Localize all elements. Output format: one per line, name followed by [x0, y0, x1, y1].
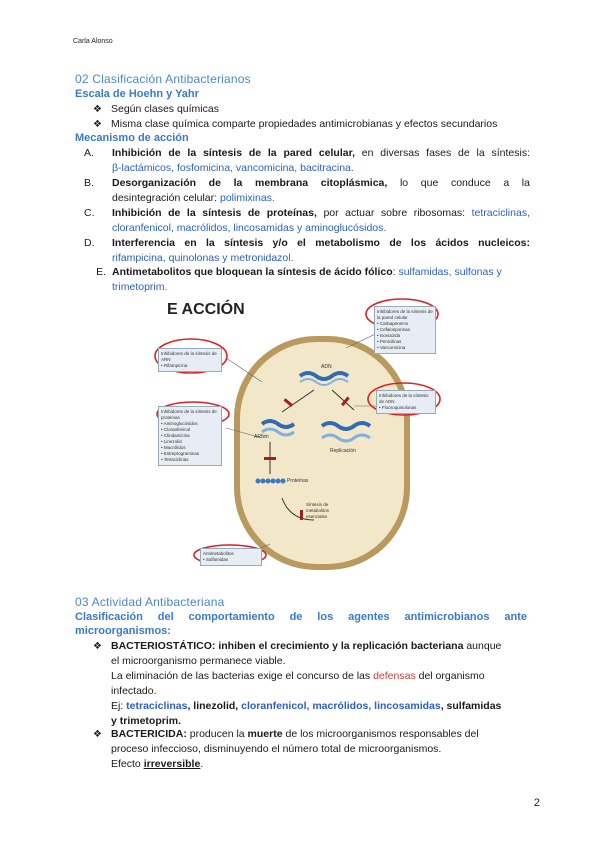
diamond-bullet-icon: ❖: [93, 729, 102, 740]
box-dna: Inhibidores de la síntesis de ADN • Fluoroquinolonas: [376, 390, 436, 414]
diamond-bullet-icon: ❖: [93, 641, 102, 652]
block-metabolite: [300, 510, 303, 520]
label-metabolite-path: Síntesis de metabolitos esenciales: [306, 502, 330, 519]
bacteriostatic-item: ❖ BACTERIOSTÁTICO: inhiben el crecimiento y la replicación bacteriana aunque el microorganismo permanece viable. La eliminación de las bacterias exige el concurso de las defensas del organismo infectado. Ej: tetraciclinas, linezolid, cloranfenicol, macrólidos, lincosamidas, sulfamidas y trimetoprim.: [93, 640, 502, 727]
mechanism-title: Mecanismo de acción: [75, 132, 189, 144]
item-c: C. Inhibición de la síntesis de proteínas, por actuar sobre ribosomas: tetraciclinas, cloranfenicol, macrólidos, lincosamidas y aminoglucósidos.: [84, 207, 530, 234]
section-2-title: 02 Clasificación Antibacterianos: [75, 72, 251, 86]
label-replication: Replicación: [330, 448, 356, 454]
block-protein: [264, 457, 276, 460]
label-adn: ADN: [321, 364, 332, 370]
section-3-title: 03 Actividad Antibacteriana: [75, 595, 225, 609]
item-d: D. Interferencia en la síntesis y/o el metabolismo de los ácidos nucleicos: rifampicina, quinolonas y metronidazol.: [84, 237, 530, 264]
bactericidal-item: ❖ BACTERICIDA: producen la muerte de los microorganismos responsables del proceso infeccioso, disminuyendo el número total de microorganismos. Efecto irreversible.: [93, 728, 479, 770]
page-number: 2: [533, 797, 540, 809]
box-protein: Inhibidores de la síntesis de proteínas • Aminoglucósidos • Cloranfenicol • Clindamicina • Linezolid • Macrólidos • Estreptograminas • Tetraciclinas: [158, 406, 222, 466]
item-a: A. Inhibición de la síntesis de la pared celular, en diversas fases de la síntesis: β-lactámicos, fosfomicina, vancomicina, bacitracina.: [84, 147, 530, 174]
box-cell-wall: Inhibidores de la síntesis de la pared celular • Carbapenems • Cefalosporinas • Isoniazida • Penicilinas • Vancomicina: [374, 306, 436, 354]
mechanism-figure: [150, 298, 450, 578]
diamond-bullet-icon: ❖: [93, 119, 102, 130]
bullet-1: ❖ Según clases químicas: [93, 103, 219, 115]
label-proteins: Proteínas: [287, 478, 309, 484]
scale-title: Escala de Hoehn y Yahr: [75, 88, 199, 100]
item-b: B. Desorganización de la membrana citoplásmica, lo que conduce a la desintegración celular: polimixinas.: [84, 177, 530, 204]
section-3-subtitle-1: Clasificación del comportamiento de los agentes antimicrobianos ante: [75, 611, 527, 623]
cell-cytoplasm: [240, 342, 404, 564]
author-header: Carla Alonso: [73, 38, 113, 45]
label-arnm: ARNm: [254, 434, 269, 440]
bullet-2: ❖ Misma clase química comparte propiedades antimicrobianas y efectos secundarios: [93, 118, 498, 130]
section-3-subtitle-2: microorganismos:: [75, 625, 171, 637]
item-e: E. Antimetabolitos que bloquean la síntesis de ácido fólico: sulfamidas, sulfonas y trimetoprim.: [96, 266, 502, 293]
box-antimetabolite: Antimetabolitos • Sulfamidas: [200, 548, 262, 566]
box-rna: Inhibidores de la síntesis de ARN • Rifampicina: [158, 348, 222, 372]
figure-title: E ACCIÓN: [167, 301, 245, 318]
diamond-bullet-icon: ❖: [93, 104, 102, 115]
